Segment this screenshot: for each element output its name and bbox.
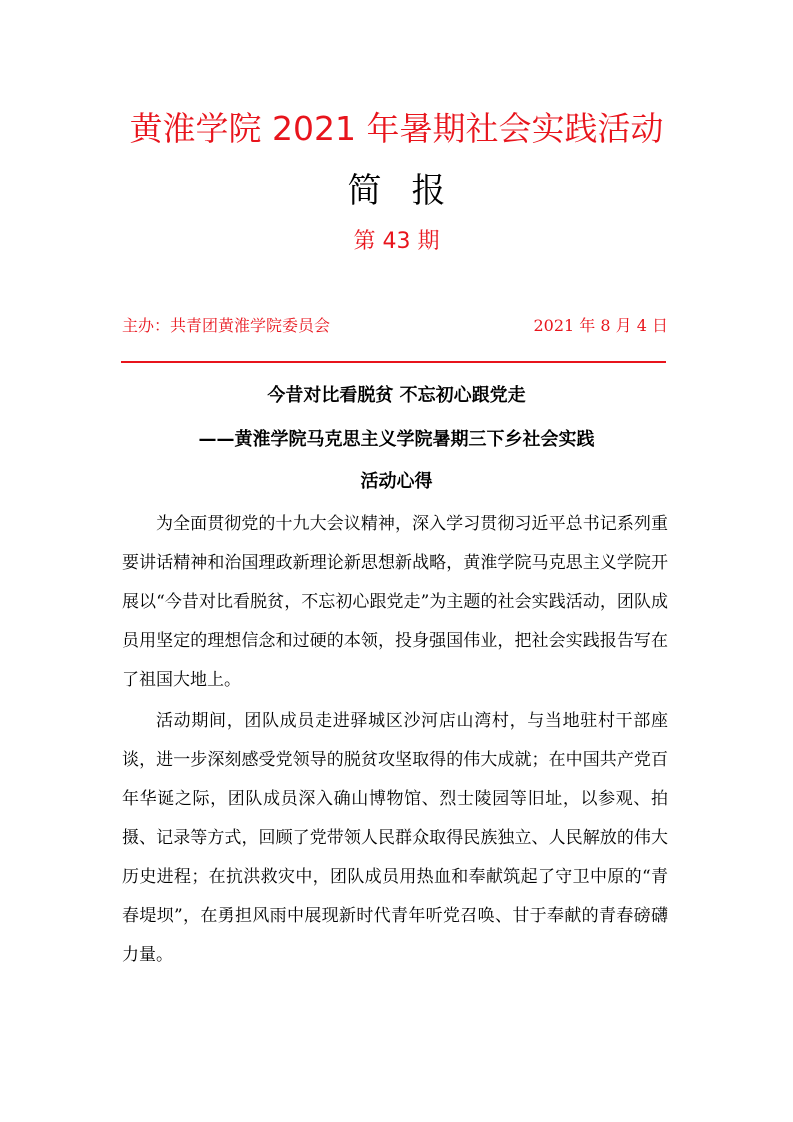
body-paragraph: 活动期间，团队成员走进驿城区沙河店山湾村，与当地驻村干部座谈，进一步深刻感受党领导的脱贫攻坚取得的伟大成就；在中国共产党百年华诞之际，团队成员深入确山博物馆、烈士陵园等旧址，以参观、拍摄、记录等方式，回顾了党带领人民群众取得民族独立、人民解放的伟大历史进程；在抗洪救灾中，团队成员用热血和奉献筑起了守卫中原的“青春堤坝”，在勇担风雨中展现新时代青年听党召唤、甘于奉献的青春磅礴力量。 xyxy=(122,711,668,965)
header-divider xyxy=(121,361,666,363)
masthead-subtitle: 简报 xyxy=(347,171,476,211)
masthead-title: 黄淮学院 2021 年暑期社会实践活动 xyxy=(129,109,664,148)
article-body xyxy=(122,505,668,977)
body-paragraph: 为全面贯彻党的十九大会议精神，深入学习贯彻习近平总书记系列重要讲话精神和治国理政新理论新思想新战略，黄淮学院马克思主义学院开展以“今昔对比看脱贫，不忘初心跟党走”为主题的社会实践活动，团队成员用坚定的理想信念和过硬的本领，投身强国伟业，把社会实践报告写在了祖国大地上。 xyxy=(122,514,668,690)
article-subtitle: ——黄淮学院马克思主义学院暑期三下乡社会实践 xyxy=(198,429,595,450)
publish-date: 2021 年 8 月 4 日 xyxy=(533,316,668,335)
article-title: 今昔对比看脱贫 不忘初心跟党走 xyxy=(267,385,526,406)
issue-number: 第 43 期 xyxy=(353,229,440,254)
article-subtitle-continued: 活动心得 xyxy=(360,471,433,492)
sponsor-row xyxy=(122,312,668,340)
sponsor-label: 主办：共青团黄淮学院委员会 xyxy=(122,316,331,335)
